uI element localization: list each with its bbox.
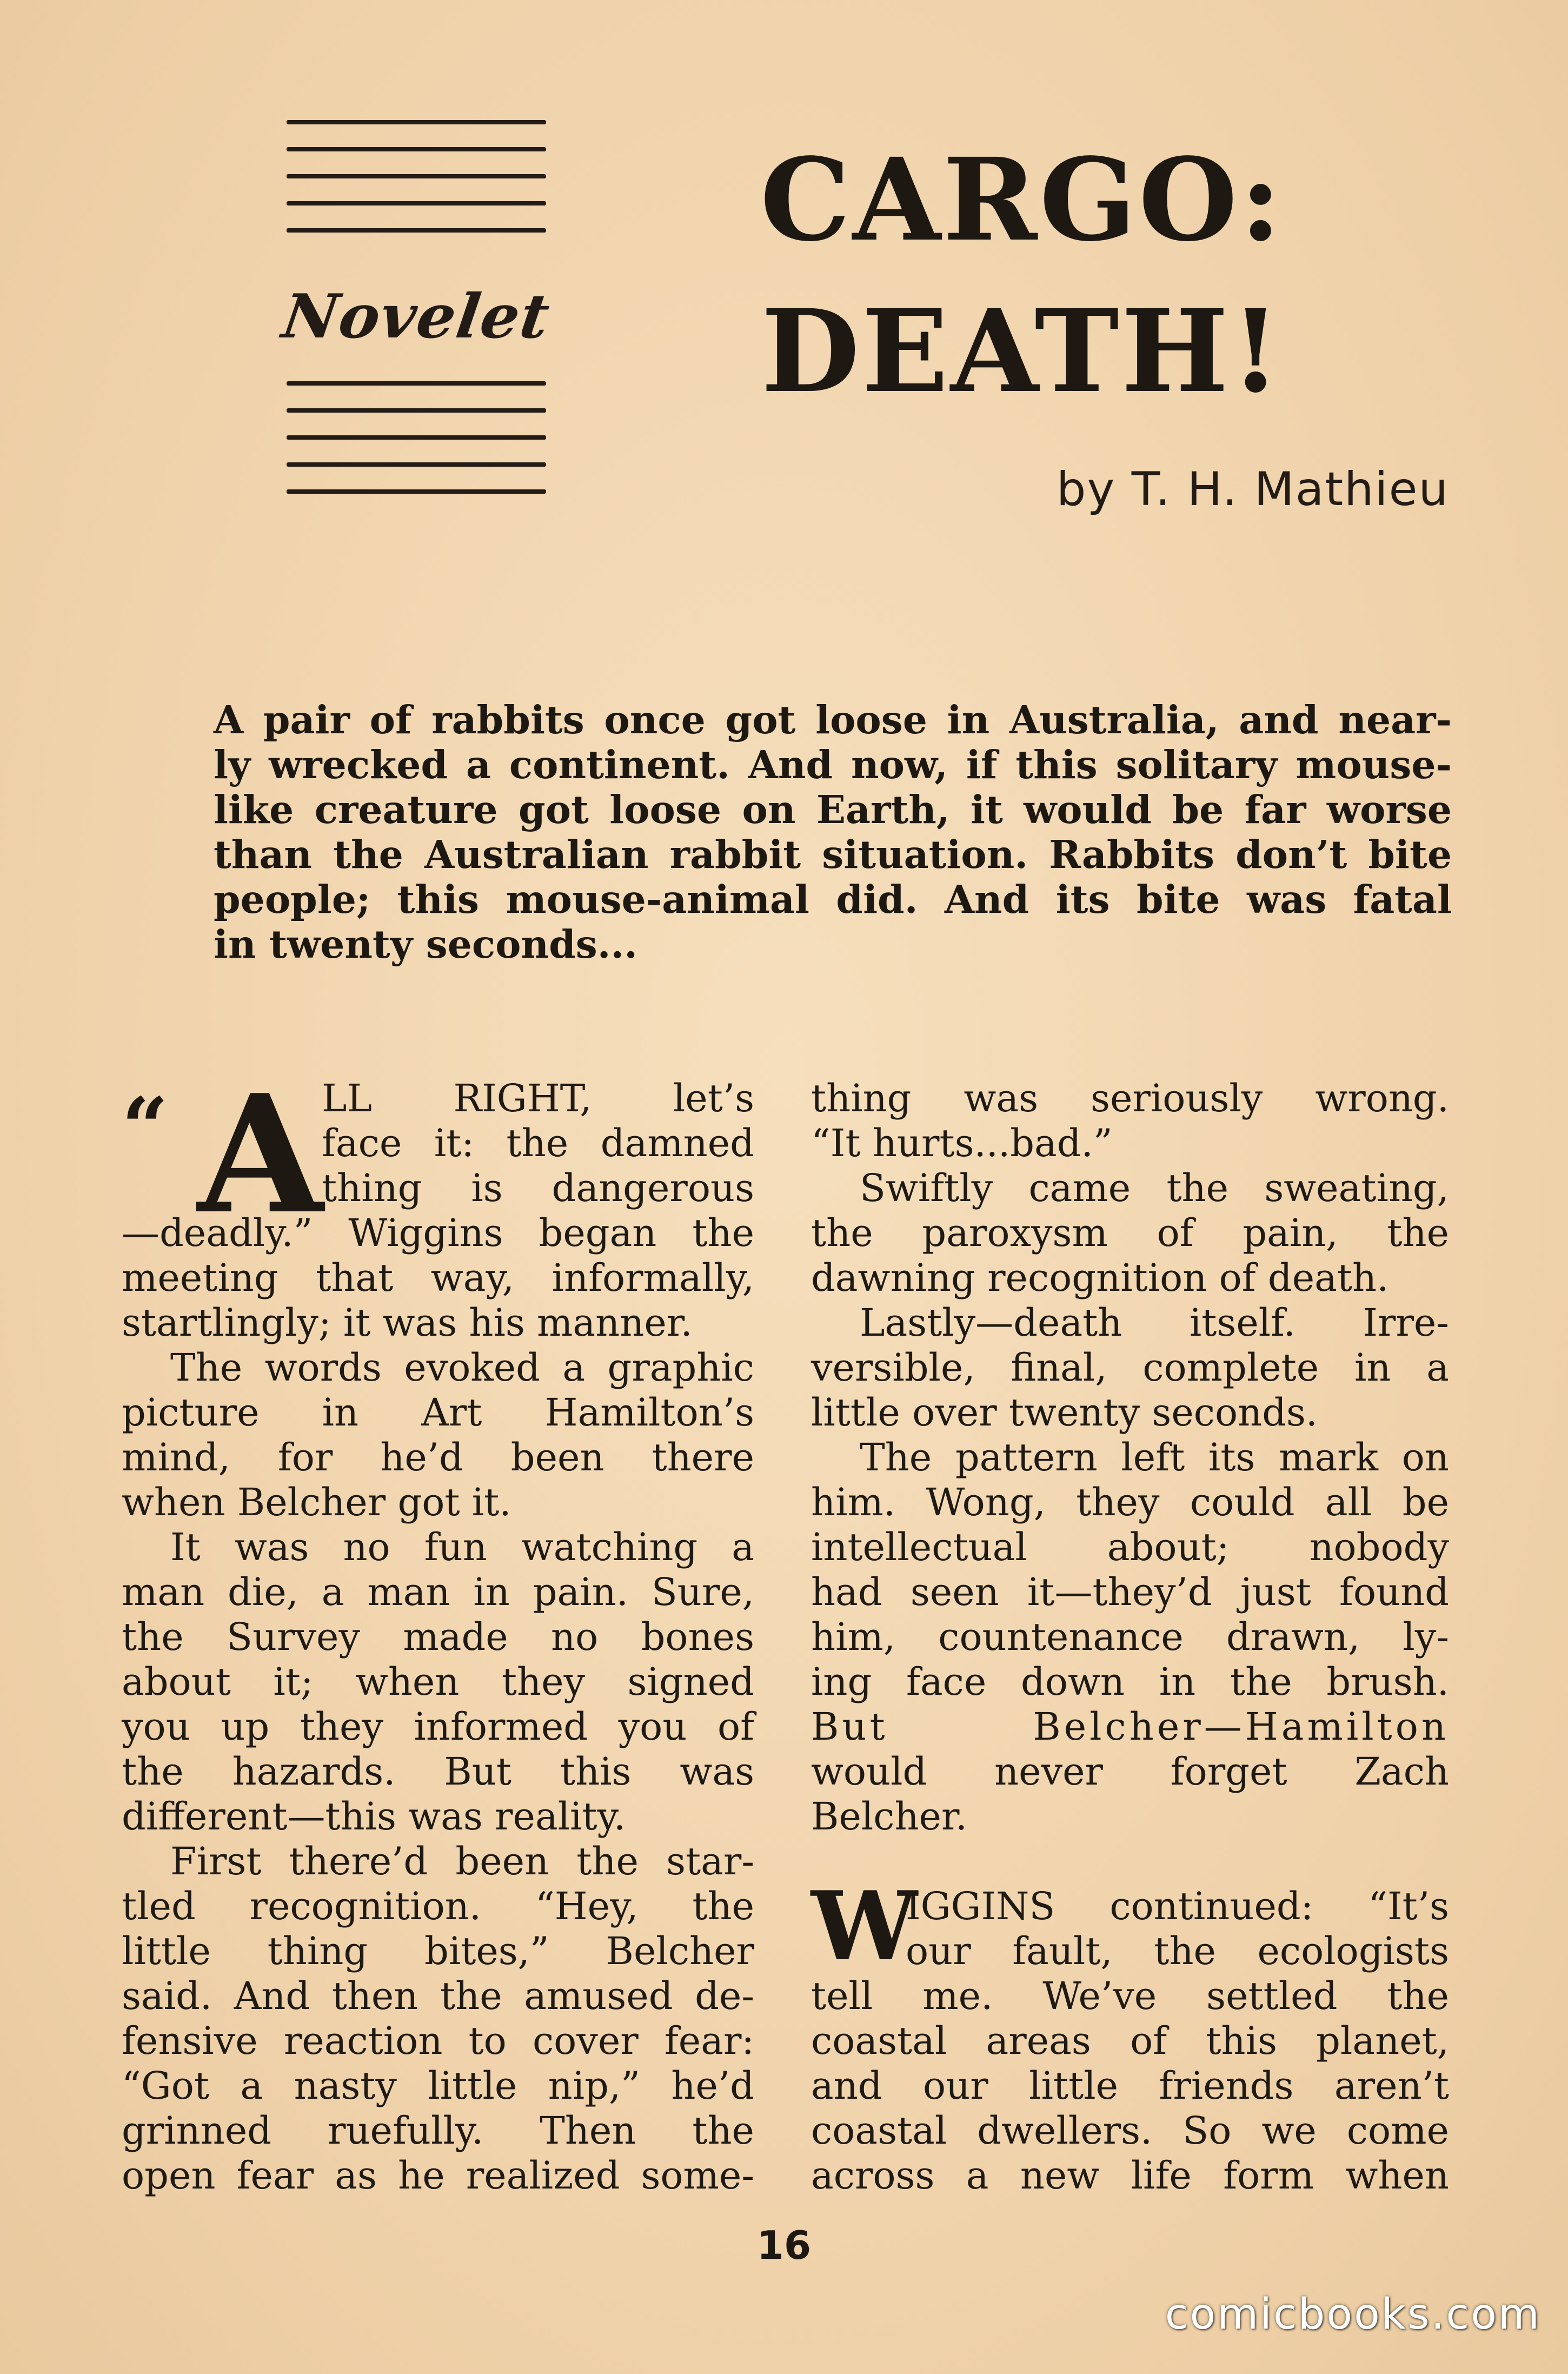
blurb-line: A pair of rabbits once got loose in Australia, and near- — [214, 697, 1452, 742]
body-line: ing face down in the brush. — [811, 1660, 1449, 1704]
body-line: The words evoked a graphic — [170, 1345, 754, 1390]
body-line: open fear as he realized some- — [122, 2153, 754, 2198]
body-line: —deadly.” Wiggins began the — [122, 1211, 754, 1255]
body-line: IGGINS continued: “It’s — [906, 1884, 1449, 1928]
body-line: little thing bites,” Belcher — [122, 1929, 754, 1973]
story-title-line-1: CARGO: — [760, 133, 1284, 267]
body-line: him. Wong, they could all be — [811, 1480, 1449, 1524]
body-line: startlingly; it was his manner. — [122, 1301, 693, 1345]
body-line: you up they informed you of — [122, 1705, 754, 1749]
body-line: about it; when they signed — [122, 1660, 754, 1704]
body-line: First there’d been the star- — [170, 1839, 754, 1884]
rule-line — [287, 174, 546, 178]
body-line: “Got a nasty little nip,” he’d — [122, 2064, 754, 2108]
body-line: the Survey made no bones — [122, 1615, 754, 1659]
body-line: man die, a man in pain. Sure, — [122, 1570, 754, 1614]
blurb-line: than the Australian rabbit situation. Rabbits don’t bite — [214, 832, 1452, 877]
rule-line — [287, 147, 546, 151]
body-line: It was no fun watching a — [170, 1525, 754, 1569]
rule-line — [287, 120, 546, 124]
body-line: across a new life form when — [811, 2153, 1449, 2198]
blurb-line: people; this mouse-animal did. And its bite was fatal — [214, 877, 1452, 922]
opening-quote-mark: “ — [122, 1080, 169, 1175]
body-line: Lastly—death itself. Irre- — [860, 1301, 1449, 1345]
section-label: Novelet — [278, 281, 555, 352]
body-column-left — [122, 1076, 754, 2198]
site-watermark: comicbooks.com — [1165, 2290, 1541, 2339]
rule-line — [287, 435, 546, 440]
body-line: versible, final, complete in a — [811, 1345, 1449, 1390]
body-line: our fault, the ecologists — [906, 1929, 1449, 1973]
body-line: “It hurts...bad.” — [811, 1121, 1113, 1165]
body-line: him, countenance drawn, ly- — [811, 1615, 1449, 1659]
body-line: The pattern left its mark on — [860, 1435, 1449, 1480]
body-line: intellectual about; nobody — [811, 1525, 1449, 1569]
drop-cap-w: W — [811, 1871, 918, 1982]
body-line: grinned ruefully. Then the — [122, 2108, 754, 2153]
body-line: coastal areas of this planet, — [811, 2019, 1449, 2063]
body-line: Belcher. — [811, 1794, 967, 1839]
rule-line — [287, 489, 546, 494]
body-line: said. And then the amused de- — [122, 1974, 754, 2018]
rule-line — [287, 408, 546, 413]
body-line: and our little friends aren’t — [811, 2064, 1449, 2108]
body-line: had seen it—they’d just found — [811, 1570, 1449, 1614]
body-line: tled recognition. “Hey, the — [122, 1884, 754, 1928]
body-line: mind, for he’d been there — [122, 1435, 754, 1480]
body-line: coastal dwellers. So we come — [811, 2108, 1449, 2153]
body-line: the paroxysm of pain, the — [811, 1211, 1449, 1255]
body-line: little over twenty seconds. — [811, 1390, 1318, 1435]
drop-cap-a: A — [197, 1059, 323, 1250]
body-line: different—this was reality. — [122, 1794, 626, 1839]
body-line: meeting that way, informally, — [122, 1256, 754, 1300]
rule-line — [287, 228, 546, 233]
body-line: thing was seriously wrong. — [811, 1076, 1449, 1120]
author-byline: by T. H. Mathieu — [1056, 462, 1449, 516]
body-line: thing is dangerous — [322, 1166, 754, 1210]
body-line: picture in Art Hamilton’s — [122, 1390, 754, 1435]
body-column-right — [811, 1076, 1449, 2198]
blurb-line: like creature got loose on Earth, it would be far worse — [214, 787, 1452, 832]
rule-line — [287, 381, 546, 386]
body-line: dawning recognition of death. — [811, 1256, 1389, 1300]
body-line: when Belcher got it. — [122, 1480, 511, 1524]
story-title-line-2: DEATH! — [761, 284, 1283, 418]
blurb-line: in twenty seconds... — [214, 921, 637, 967]
body-line: fensive reaction to cover fear: — [122, 2019, 754, 2063]
body-line: the hazards. But this was — [122, 1749, 754, 1794]
page-number: 16 — [756, 2223, 812, 2268]
story-blurb — [214, 698, 1452, 967]
rule-line — [287, 201, 546, 205]
body-line: But Belcher—Hamilton — [811, 1705, 1449, 1749]
body-line: would never forget Zach — [811, 1749, 1449, 1794]
body-line: tell me. We’ve settled the — [811, 1974, 1449, 2018]
body-line: Swiftly came the sweating, — [860, 1166, 1449, 1210]
body-line: LL RIGHT, let’s — [322, 1076, 754, 1120]
rule-line — [287, 462, 546, 467]
body-line: face it: the damned — [322, 1121, 754, 1165]
blurb-line: ly wrecked a continent. And now, if this solitary mouse- — [214, 742, 1452, 787]
